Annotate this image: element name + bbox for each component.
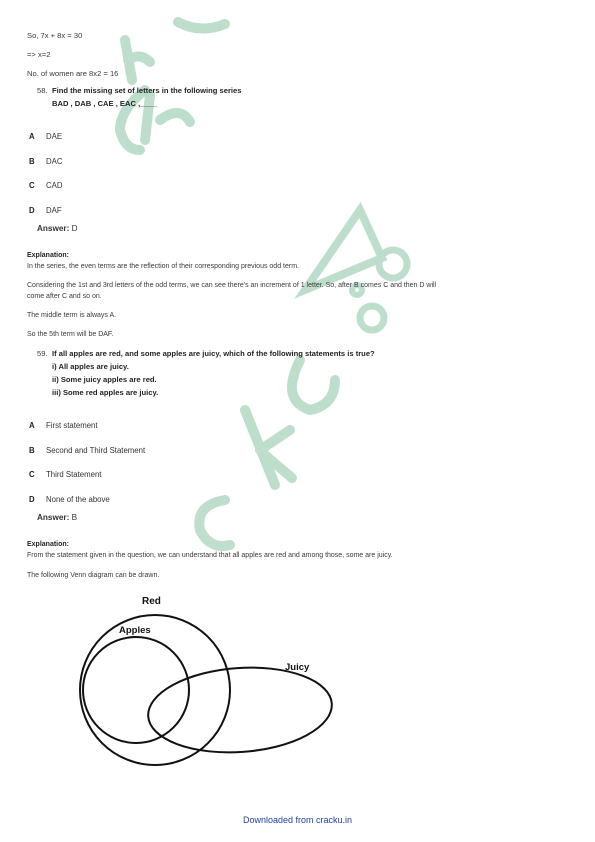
q58-question: Find the missing set of letters in the following series (52, 86, 242, 95)
q58-series: BAD , DAB , CAE , EAC ,____ (52, 99, 158, 108)
venn-label-juicy: Juicy (285, 662, 310, 673)
q59-explanation-line: The following Venn diagram can be drawn. (27, 572, 160, 579)
option-letter: A (29, 132, 35, 141)
option-text: Second and Third Statement (46, 446, 146, 455)
q59-statement: iii) Some red apples are juicy. (52, 388, 159, 397)
venn-circle-apples (83, 637, 189, 743)
option-text: DAE (46, 132, 63, 141)
answer-label: Answer: (37, 224, 70, 233)
q58-explanation-title: Explanation: (27, 252, 70, 259)
q58-answer (37, 224, 78, 233)
option-letter: B (29, 157, 35, 166)
option-letter: D (29, 206, 35, 215)
option-text: None of the above (46, 495, 110, 504)
answer-label: Answer: (37, 513, 70, 522)
answer-value: B (71, 513, 78, 522)
q59-number: 59. (37, 349, 48, 358)
equation-line-1: So, 7x + 8x = 30 (27, 31, 83, 40)
option-letter: A (29, 421, 35, 430)
option-letter: B (29, 446, 35, 455)
venn-circle-red (80, 615, 230, 765)
venn-ellipse-juicy (145, 662, 334, 759)
option-text: CAD (46, 181, 63, 190)
footer-link[interactable]: Downloaded from cracku.in (242, 815, 353, 825)
option-text: DAF (46, 206, 62, 215)
option-text: First statement (46, 421, 98, 430)
q59-answer (37, 513, 77, 522)
answer-value: D (71, 224, 78, 233)
option-text: Third Statement (46, 470, 102, 479)
q59-explanation-line: From the statement given in the question, we can understand that all apples are red and among those, some are juicy. (27, 552, 393, 559)
q58-explanation-line: In the series, the even terms are the reflection of their corresponding previous odd term. (27, 263, 299, 270)
option-letter: C (29, 470, 35, 479)
venn-label-apples: Apples (119, 625, 151, 636)
q58-number: 58. (37, 86, 48, 95)
equation-line-2: => x=2 (27, 50, 51, 59)
q58-explanation-line: So the 5th term will be DAF. (27, 331, 114, 338)
q59-statement: ii) Some juicy apples are red. (52, 375, 157, 384)
q58-explanation-line: come after C and so on. (27, 293, 102, 300)
q59-question: If all apples are red, and some apples are juicy, which of the following statements is true? (52, 349, 375, 358)
venn-diagram (70, 590, 370, 770)
q58-explanation-line: The middle term is always A. (27, 312, 117, 319)
q59-explanation-title: Explanation: (27, 541, 70, 548)
venn-label-red: Red (142, 596, 161, 607)
option-text: DAC (46, 157, 63, 166)
q58-explanation-line: Considering the 1st and 3rd letters of the odd terms, we can see there's an increment of 1 letter. So, after B comes C and then D will (27, 282, 437, 289)
option-letter: D (29, 495, 35, 504)
option-letter: C (29, 181, 35, 190)
q59-statement: i) All apples are juicy. (52, 362, 129, 371)
women-count-line: No. of women are 8x2 = 16 (27, 69, 119, 78)
